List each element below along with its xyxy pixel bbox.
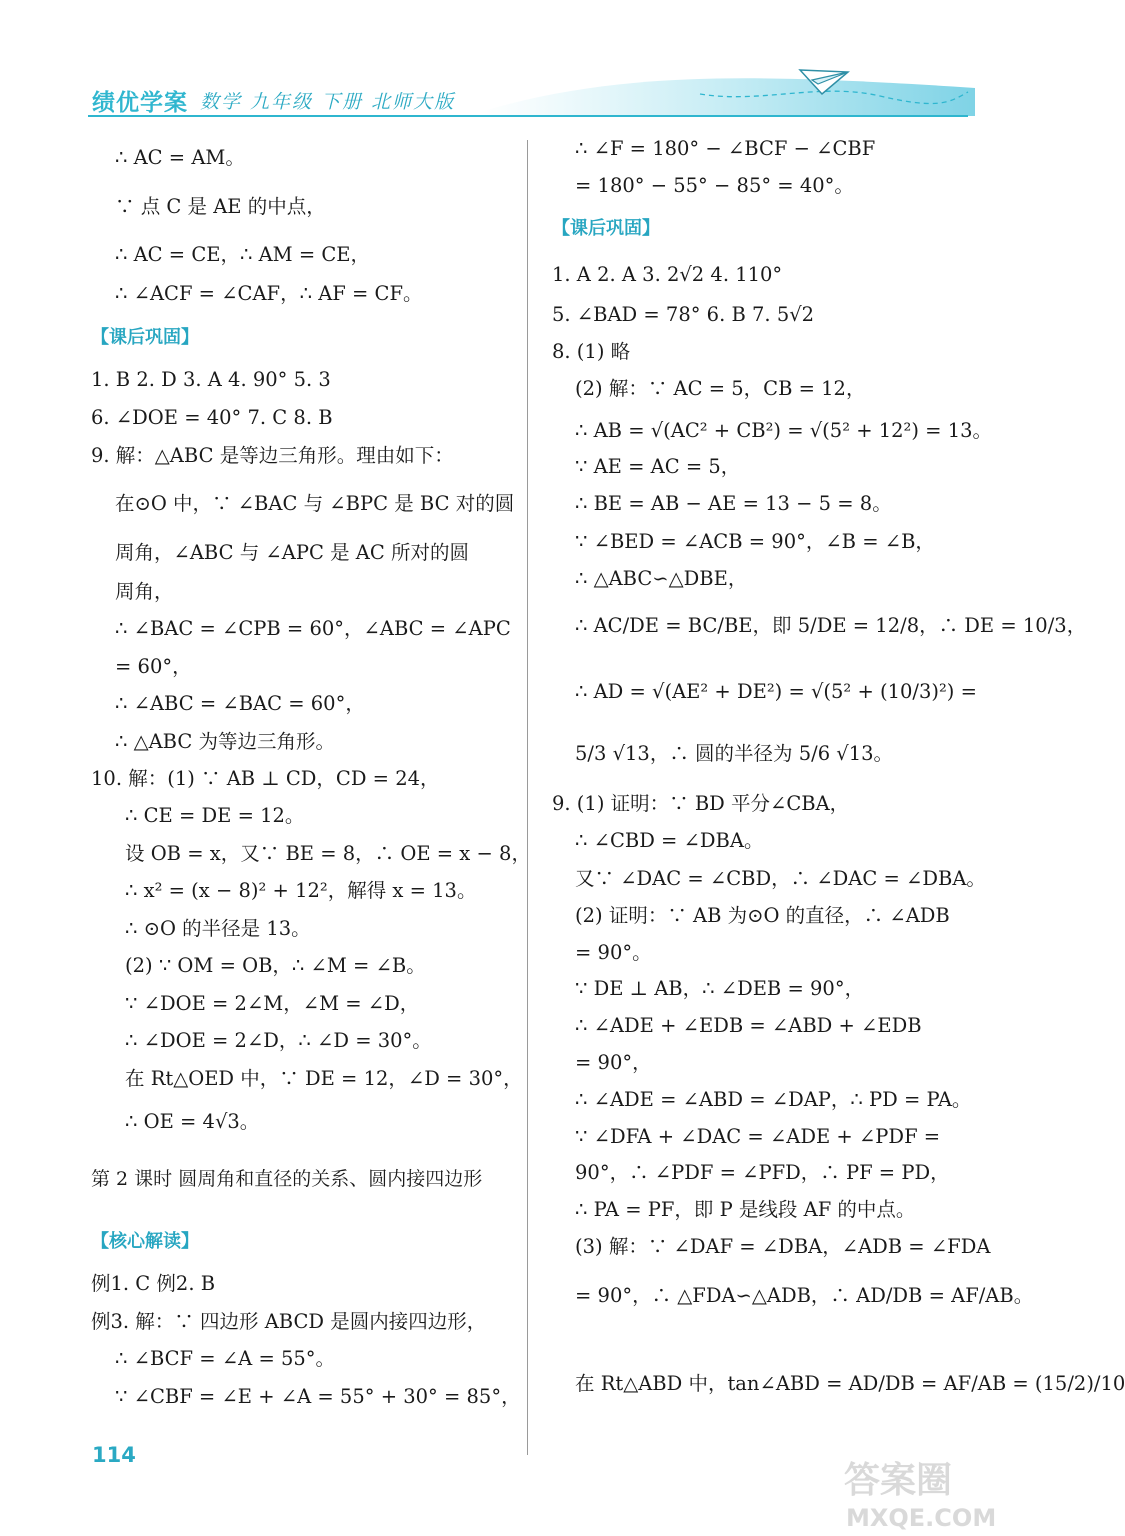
right-line-18: 又∵ ∠DAC = ∠CBD，∴ ∠DAC = ∠DBA。 <box>575 867 986 890</box>
left-line-6: 1. B 2. D 3. A 4. 90° 5. 3 <box>91 368 331 391</box>
left-line-14: ∴ ∠ABC = ∠BAC = 60°， <box>115 692 365 715</box>
right-line-12: ∴ △ABC∽△DBE， <box>575 567 748 590</box>
left-line-3: ∴ AC = CE，∴ AM = CE， <box>115 243 371 266</box>
section-heading-core: 【核心解读】 <box>91 1231 199 1252</box>
left-line-16: 10. 解：(1) ∵ AB ⊥ CD，CD = 24， <box>91 767 440 790</box>
left-line-13: = 60°， <box>115 655 192 678</box>
right-line-2: = 180° − 55° − 85° = 40°。 <box>575 174 854 197</box>
right-line-16: 9. (1) 证明：∵ BD 平分∠CBA， <box>552 792 850 815</box>
right-line-13: ∴ AC/DE = BC/BE，即 5/DE = 12/8，∴ DE = 10/3， <box>575 614 1087 637</box>
right-line-22: ∴ ∠ADE + ∠EDB = ∠ABD + ∠EDB <box>575 1014 922 1037</box>
left-line-28: 例1. C 例2. B <box>91 1272 216 1295</box>
right-line-4: 1. A 2. A 3. 2√2 4. 110° <box>552 263 783 286</box>
left-line-17: ∴ CE = DE = 12。 <box>125 804 305 827</box>
right-line-17: ∴ ∠CBD = ∠DBA。 <box>575 829 764 852</box>
right-line-5: 5. ∠BAD = 78° 6. B 7. 5√2 <box>552 303 815 326</box>
left-line-19: ∴ x² = (x − 8)² + 12²，解得 x = 13。 <box>125 879 477 902</box>
right-line-30: 在 Rt△ABD 中，tan∠ABD = AD/DB = AF/AB = (15/2)/10 <box>575 1372 1125 1395</box>
right-line-26: 90°，∴ ∠PDF = ∠PFD，∴ PF = PD， <box>575 1161 950 1184</box>
right-line-15: 5/3 √13，∴ 圆的半径为 5/6 √13。 <box>575 742 894 765</box>
right-line-1: ∴ ∠F = 180° − ∠BCF − ∠CBF <box>575 137 876 160</box>
left-line-22: ∵ ∠DOE = 2∠M，∠M = ∠D， <box>125 992 420 1015</box>
left-line-30: ∴ ∠BCF = ∠A = 55°。 <box>115 1347 336 1370</box>
right-line-21: ∵ DE ⊥ AB，∴ ∠DEB = 90°， <box>575 977 865 1000</box>
right-line-11: ∵ ∠BED = ∠ACB = 90°，∠B = ∠B， <box>575 530 935 553</box>
left-line-21: (2) ∵ OM = OB，∴ ∠M = ∠B。 <box>125 954 426 977</box>
page-header <box>0 0 1012 130</box>
page-number: 114 <box>92 1443 136 1467</box>
left-line-18: 设 OB = x，又∵ BE = 8，∴ OE = x − 8， <box>125 842 531 865</box>
book-subtitle: 数学 九年级 下册 北师大版 <box>200 91 456 113</box>
brand-title: 绩优学案 <box>92 90 188 116</box>
right-line-20: = 90°。 <box>575 941 652 964</box>
left-line-11: 周角， <box>115 580 174 603</box>
right-line-25: ∵ ∠DFA + ∠DAC = ∠ADE + ∠PDF = <box>575 1125 941 1148</box>
section-heading-homework: 【课后巩固】 <box>91 327 199 348</box>
right-line-7: (2) 解：∵ AC = 5，CB = 12， <box>575 377 866 400</box>
section-heading-homework-right: 【课后巩固】 <box>552 218 660 239</box>
left-line-23: ∴ ∠DOE = 2∠D，∴ ∠D = 30°。 <box>125 1029 432 1052</box>
right-line-14: ∴ AD = √(AE² + DE²) = √(5² + (10/3)²) = <box>575 680 977 703</box>
left-line-15: ∴ △ABC 为等边三角形。 <box>115 730 335 753</box>
right-line-27: ∴ PA = PF，即 P 是线段 AF 的中点。 <box>575 1198 916 1221</box>
right-line-10: ∴ BE = AB − AE = 13 − 5 = 8。 <box>575 492 892 515</box>
left-line-4: ∴ ∠ACF = ∠CAF，∴ AF = CF。 <box>115 282 423 305</box>
right-line-29: = 90°，∴ △FDA∽△ADB，∴ AD/DB = AF/AB。 <box>575 1284 1034 1307</box>
right-line-19: (2) 证明：∵ AB 为⊙O 的直径，∴ ∠ADB <box>575 904 950 927</box>
left-line-9: 在⊙O 中，∵ ∠BAC 与 ∠BPC 是 BC 对的圆 <box>115 492 515 515</box>
left-line-10: 周角，∠ABC 与 ∠APC 是 AC 所对的圆 <box>115 541 469 564</box>
left-line-8: 9. 解：△ABC 是等边三角形。理由如下： <box>91 444 454 467</box>
right-line-6: 8. (1) 略 <box>552 340 631 363</box>
right-line-23: = 90°， <box>575 1051 652 1074</box>
left-line-2: ∵ 点 C 是 AE 的中点， <box>115 195 326 218</box>
left-line-12: ∴ ∠BAC = ∠CPB = 60°，∠ABC = ∠APC <box>115 617 511 640</box>
right-line-28: (3) 解：∵ ∠DAF = ∠DBA，∠ADB = ∠FDA <box>575 1235 991 1258</box>
watermark-logo <box>838 1448 1008 1534</box>
column-divider <box>527 140 528 1455</box>
svg-text:MXQE.COM: MXQE.COM <box>846 1504 997 1532</box>
left-line-31: ∵ ∠CBF = ∠E + ∠A = 55° + 30° = 85°， <box>115 1385 521 1408</box>
left-line-24: 在 Rt△OED 中，∵ DE = 12，∠D = 30°， <box>125 1067 523 1090</box>
right-line-24: ∴ ∠ADE = ∠ABD = ∠DAP，∴ PD = PA。 <box>575 1088 972 1111</box>
right-line-9: ∵ AE = AC = 5， <box>575 455 741 478</box>
left-line-1: ∴ AC = AM。 <box>115 146 245 169</box>
lesson-title: 第 2 课时 圆周角和直径的关系、圆内接四边形 <box>91 1168 483 1190</box>
left-line-29: 例3. 解：∵ 四边形 ABCD 是圆内接四边形， <box>91 1310 487 1333</box>
left-line-20: ∴ ⊙O 的半径是 13。 <box>125 917 311 940</box>
left-line-7: 6. ∠DOE = 40° 7. C 8. B <box>91 406 333 429</box>
svg-text:答案圈: 答案圈 <box>844 1460 953 1501</box>
left-line-25: ∴ OE = 4√3。 <box>125 1110 260 1133</box>
right-line-8: ∴ AB = √(AC² + CB²) = √(5² + 12²) = 13。 <box>575 419 993 442</box>
